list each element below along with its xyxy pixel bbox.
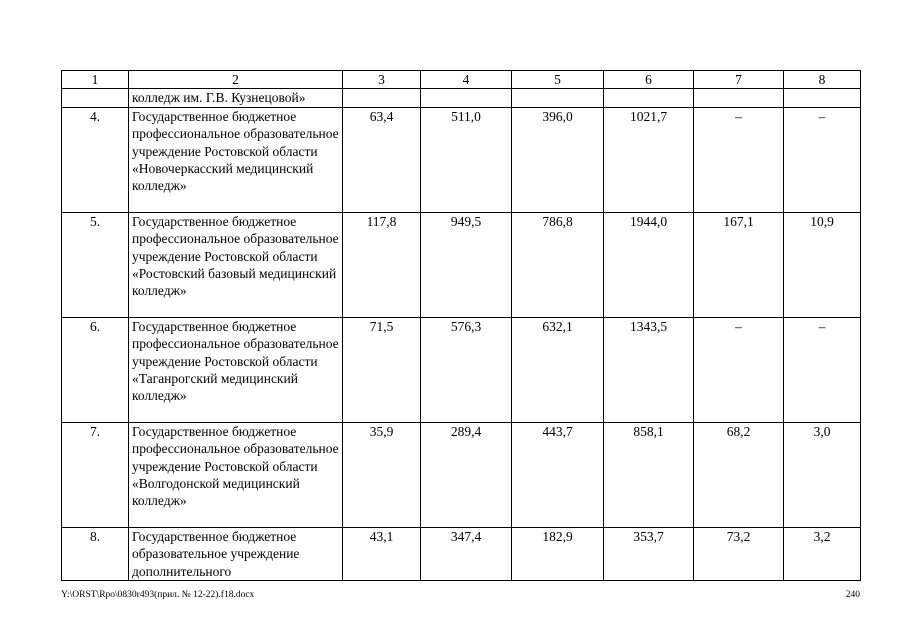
table-cell	[604, 89, 694, 107]
table-cell: 1021,7	[604, 107, 694, 212]
row-number: 6.	[62, 317, 129, 422]
table-cell: 1944,0	[604, 212, 694, 317]
table-cell: 347,4	[421, 527, 512, 580]
row-number: 8.	[62, 527, 129, 580]
table-cell: 167,1	[694, 212, 784, 317]
table-cell: 63,4	[343, 107, 421, 212]
header-cell: 3	[343, 71, 421, 89]
table-cell: 511,0	[421, 107, 512, 212]
table-cell: 949,5	[421, 212, 512, 317]
table-cell	[694, 89, 784, 107]
institution-name: Государственное бюджетное профессиональное образовательное учреждение Ростовской области «Новочеркасский медицинский колледж»	[129, 107, 343, 212]
institution-name: Государственное бюджетное профессиональное образовательное учреждение Ростовской области «Волгодонской медицинский колледж»	[129, 422, 343, 527]
table-cell: 289,4	[421, 422, 512, 527]
table-cell: 353,7	[604, 527, 694, 580]
header-cell: 1	[62, 71, 129, 89]
table-cell: 1343,5	[604, 317, 694, 422]
table-cell: 576,3	[421, 317, 512, 422]
table-cell: 786,8	[512, 212, 604, 317]
table-cell	[343, 89, 421, 107]
table-cell: 73,2	[694, 527, 784, 580]
table-cell: 71,5	[343, 317, 421, 422]
header-cell: 7	[694, 71, 784, 89]
table-cell: 68,2	[694, 422, 784, 527]
table-row	[62, 527, 861, 580]
table-row	[62, 212, 861, 317]
table-cell: 858,1	[604, 422, 694, 527]
table-cell: –	[784, 317, 861, 422]
header-cell: 4	[421, 71, 512, 89]
header-cell: 5	[512, 71, 604, 89]
table-cell: 182,9	[512, 527, 604, 580]
table-row	[62, 422, 861, 527]
table-cell: 3,0	[784, 422, 861, 527]
header-cell: 6	[604, 71, 694, 89]
table-cell	[784, 89, 861, 107]
page-number: 240	[845, 590, 860, 600]
table-cell: 10,9	[784, 212, 861, 317]
institution-name: Государственное бюджетное образовательное учреждение дополнительного	[129, 527, 343, 580]
header-cell: 8	[784, 71, 861, 89]
table-header-row	[62, 71, 861, 89]
table-cell: –	[784, 107, 861, 212]
table-row	[62, 317, 861, 422]
table-cell: –	[694, 107, 784, 212]
table-cell: 443,7	[512, 422, 604, 527]
table-row-continuation	[62, 89, 861, 107]
table-cell-name: колледж им. Г.В. Кузнецовой»	[129, 89, 343, 107]
table-cell	[62, 89, 129, 107]
table-cell	[421, 89, 512, 107]
table-cell: 3,2	[784, 527, 861, 580]
row-number: 7.	[62, 422, 129, 527]
table-cell: 43,1	[343, 527, 421, 580]
institution-name: Государственное бюджетное профессиональное образовательное учреждение Ростовской области «Ростовский базовый медицинский колледж»	[129, 212, 343, 317]
table-cell: 35,9	[343, 422, 421, 527]
table-row	[62, 107, 861, 212]
data-table	[61, 70, 861, 581]
institution-name: Государственное бюджетное профессиональное образовательное учреждение Ростовской области «Таганрогский медицинский колледж»	[129, 317, 343, 422]
header-cell: 2	[129, 71, 343, 89]
table-cell: 396,0	[512, 107, 604, 212]
row-number: 4.	[62, 107, 129, 212]
table-cell: 117,8	[343, 212, 421, 317]
table-cell: 632,1	[512, 317, 604, 422]
table-cell: –	[694, 317, 784, 422]
table-cell	[512, 89, 604, 107]
row-number: 5.	[62, 212, 129, 317]
footer-file-path: Y:\ORST\Rpo\0830r493(прил. № 12-22).f18.docx	[61, 590, 255, 600]
